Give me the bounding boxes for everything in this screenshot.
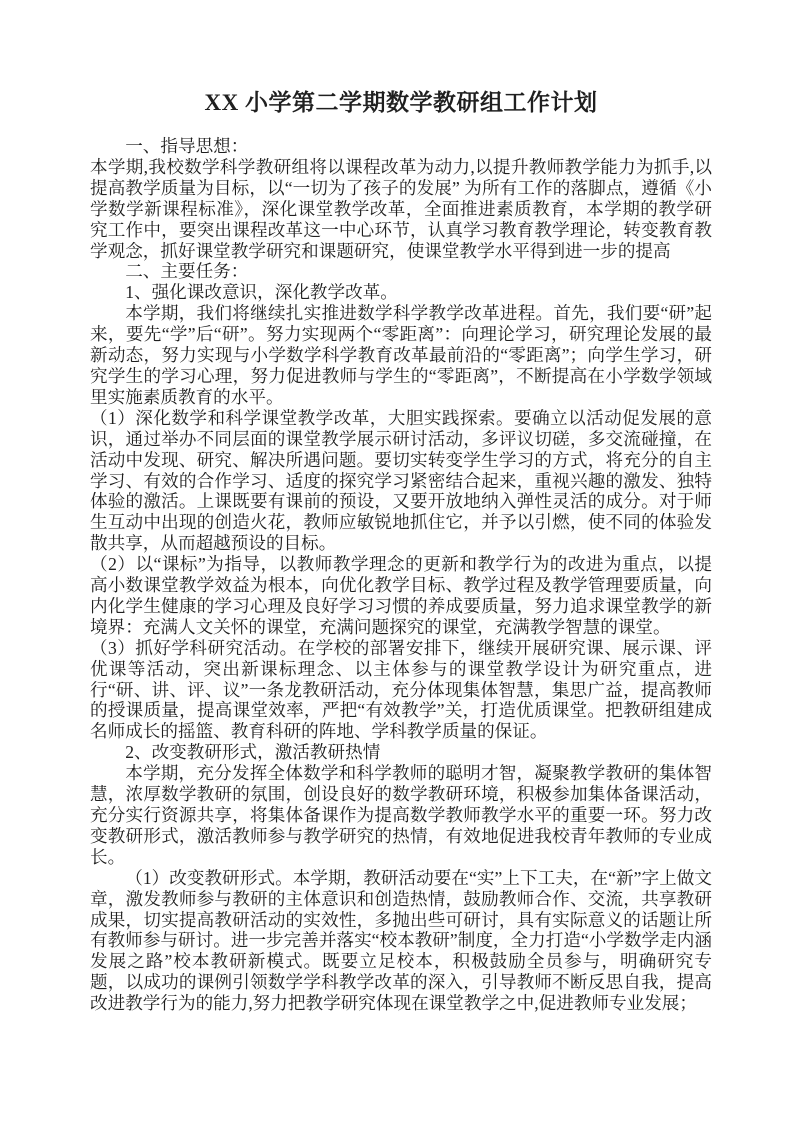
document-body (90, 136, 712, 1014)
paragraph-numbered-item: （1）深化数学和科学课堂教学改革，大胆实践探索。要确立以活动促发展的意识，通过举办不同层面的课堂教学展示研讨活动，多评议切磋，多交流碰撞，在活动中发现、研究、解决所遇问题。要切实转变学生学习的方式，将充分的自主学习、有效的合作学习、适度的探究学习紧密结合起来，重视兴趣的激发、独特体验的激活。上课既要有课前的预设，又要开放地纳入弹性灵活的成分。对于师生互动中出现的创造火花，教师应敏锐地抓住它，并予以引燃，使不同的体验发散共享，从而超越预设的目标。 (90, 407, 712, 554)
paragraph-sub-heading: 2、改变教研形式，激活教研热情 (125, 742, 381, 763)
paragraph-numbered-item: （3）抓好学科研究活动。在学校的部署安排下，继续开展研究课、展示课、评优课等活动，突出新课标理念、以主体参与的课堂教学设计为研究重点，进行“研、讲、评、议”一条龙教研活动，充分体现集体智慧，集思广益，提高教师的授课质量，提高课堂效率，严把“有效教学”关，打造优质课堂。把教研组建成名师成长的摇篮、教育科研的阵地、学科教学质量的保证。 (90, 637, 712, 742)
paragraph-section-heading: 一、指导思想： (125, 136, 249, 156)
paragraph-numbered-item: （1）改变教研形式。本学期，教研活动要在“实”上下工夫，在“新”字上做文章，激发教师参与教研的主体意识和创造热情，鼓励教师合作、交流，共享教研成果，切实提高教研活动的实效性，多抛出些可研讨，具有实际意义的话题让所有教师参与研讨。进一步完善并落实“校本教研”制度，全力打造“小学数学走内涵发展之路”校本教研新模式。既要立足校本，积极鼓励全员参与，明确研究专题，以成功的课例引领数学学科教学改革的深入，引导教师不断反思自我，提高改进教学行为的能力,努力把教学研究体现在课堂教学之中,促进教师专业发展； (90, 867, 712, 1014)
paragraph-numbered-item: （2）以“课标”为指导，以教师教学理念的更新和教学行为的改进为重点，以提高小数课堂教学效益为根本，向优化教学目标、教学过程及教学管理要质量，向内化学生健康的学习心理及良好学习习惯的养成要质量，努力追求课堂教学的新境界：充满人文关怀的课堂，充满问题探究的课堂，充满教学智慧的课堂。 (90, 554, 712, 637)
paragraph-body: 本学期，充分发挥全体数学和科学教师的聪明才智，凝聚教学教研的集体智慧，浓厚数学教研的氛围，创设良好的数学教研环境，积极参加集体备课活动，充分实行资源共享，将集体备课作为提高数学教师教学水平的重要一环。努力改变教研形式，激活教师参与教学研究的热情，有效地促进我校青年教师的专业成长。 (90, 763, 712, 867)
paragraph-body: 本学期，我们将继续扎实推进数学科学教学改革进程。首先，我们要“研”起来，要先“学”后“研”。努力实现两个“零距离”：向理论学习，研究理论发展的最新动态，努力实现与小学数学科学教育改革最前沿的“零距离”；向学生学习，研究学生的学习心理，努力促进教师与学生的“零距离”，不断提高在小学数学领域里实施素质教育的水平。 (90, 303, 712, 407)
paragraph-sub-heading: 1、强化课改意识，深化教学改革。 (125, 282, 398, 303)
paragraph-body: 本学期,我校数学科学教研组将以课程改革为动力,以提升教师教学能力为抓手,以提高教学质量为目标，以“一切为了孩子的发展” 为所有工作的落脚点，遵循《小学数学新课程标准》，深化课堂教学改革，全面推进素质教育，本学期的教学研究工作中，要突出课程改革这一中心环节，认真学习教育教学理论，转变教育教学观念，抓好课堂教学研究和课题研究，使课堂教学水平得到进一步的提高 (90, 156, 712, 261)
document-title: XX 小学第二学期数学教研组工作计划 (204, 90, 598, 115)
paragraph-section-heading: 二、主要任务： (125, 261, 249, 282)
